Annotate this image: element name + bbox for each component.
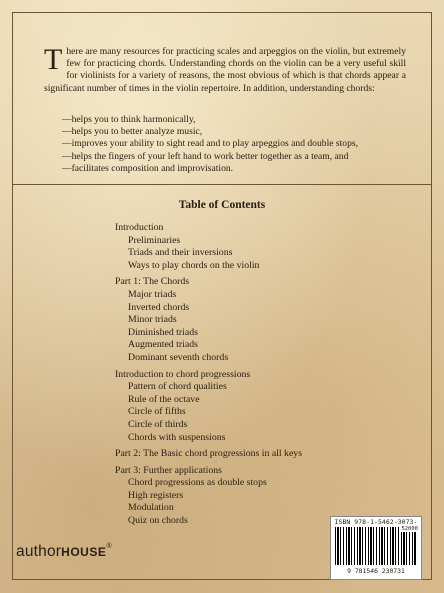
toc-section <box>115 448 302 461</box>
toc-item: Circle of fifths <box>128 406 186 418</box>
barcode <box>330 516 422 580</box>
toc-title: Table of Contents <box>178 199 266 211</box>
toc-section <box>115 465 302 528</box>
toc-item: Circle of thirds <box>128 418 188 430</box>
toc-item: Quiz on chords <box>128 515 188 527</box>
toc-item: Inverted chords <box>128 301 190 313</box>
benefit-item: —helps you to better analyze music, <box>62 126 203 138</box>
toc-section <box>115 276 302 364</box>
toc-item: High registers <box>128 489 184 501</box>
toc-item: Pattern of chord qualities <box>128 381 227 393</box>
toc-item: Chords with suspensions <box>128 431 226 443</box>
toc-item: Chord progressions as double stops <box>128 477 267 489</box>
logo-registered-mark: ® <box>106 543 112 550</box>
benefit-list <box>62 114 358 175</box>
toc-section <box>115 222 302 272</box>
toc-heading: Introduction <box>115 222 164 233</box>
publisher-logo <box>16 543 112 561</box>
toc-item: Major triads <box>128 288 177 300</box>
price-code: 52000 <box>401 526 418 532</box>
toc-heading: Part 2: The Basic chord progressions in all keys <box>115 448 303 460</box>
benefit-item: —improves your ability to sight read and to play arpeggios and double stops, <box>62 138 359 150</box>
toc-item: Modulation <box>128 502 174 514</box>
barcode-number: 9 781546 230731 <box>347 567 405 575</box>
barcode-bars <box>335 527 417 565</box>
table-of-contents <box>115 222 302 532</box>
toc-item: Preliminaries <box>128 234 181 246</box>
benefit-item: —helps you to think harmonically, <box>62 114 196 125</box>
toc-item: Minor triads <box>128 314 177 326</box>
toc-heading: Part 1: The Chords <box>115 276 190 288</box>
toc-item: Diminished triads <box>128 326 198 338</box>
toc-heading: Part 3: Further applications <box>115 464 222 476</box>
benefit-item: —helps the fingers of your left hand to work better together as a team, and <box>62 150 349 162</box>
toc-section <box>115 369 302 445</box>
toc-item: Dominant seventh chords <box>128 351 229 363</box>
intro-text: here are many resources for practicing scales and arpeggios on the violin, but extremely few for practicing chords. Understanding chords on the violin can be a very useful skill for violinists for a variety of reasons, the most obvious of which is that chords appear a significant number of times in the violin repertoire. In addition, understanding chords: <box>44 46 406 94</box>
benefit-item: —facilitates composition and improvisation. <box>62 162 234 174</box>
logo-author: author <box>16 543 62 560</box>
drop-cap: T <box>44 43 63 76</box>
toc-item: Ways to play chords on the violin <box>128 259 260 271</box>
toc-item: Augmented triads <box>128 339 198 351</box>
isbn-text: ISBN 978-1-5462-3073- <box>334 518 418 526</box>
toc-item: Rule of the octave <box>128 393 200 405</box>
section-divider <box>12 184 432 185</box>
intro-paragraph <box>44 43 406 95</box>
logo-house: HOUSE <box>61 545 107 559</box>
toc-item: Triads and their inversions <box>128 247 233 259</box>
toc-heading: Introduction to chord progressions <box>115 368 251 380</box>
